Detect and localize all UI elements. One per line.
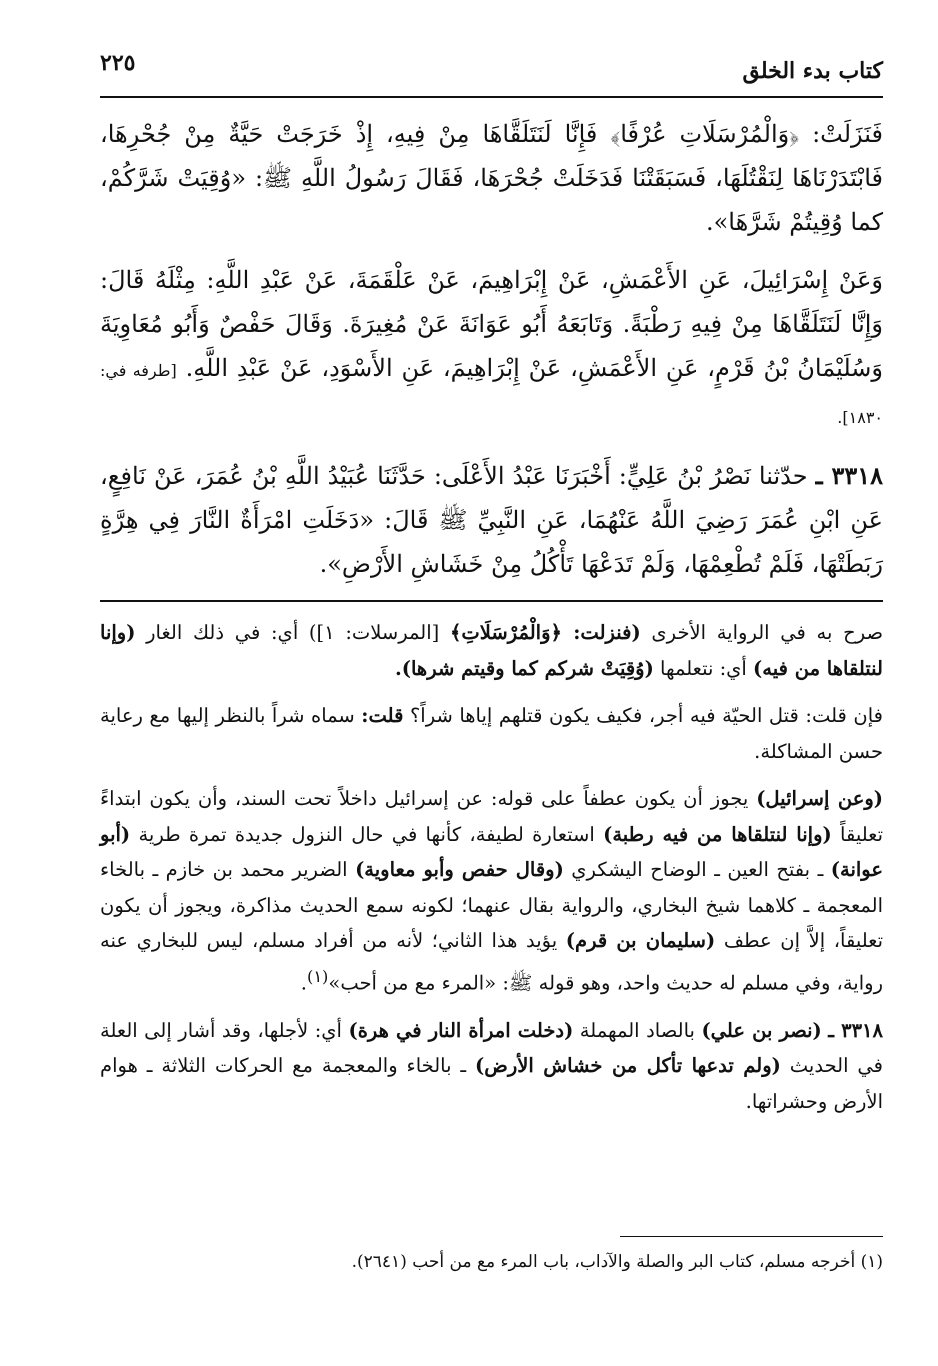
quoted-term: (نصر بن علي) [701, 1018, 822, 1042]
page-header [100, 48, 883, 98]
hadith-number: ٣٣١٨ ـ [828, 1018, 884, 1042]
commentary-text: استعارة لطيفة، كأنها في حال النزول جديدة تمرة طرية [138, 822, 595, 846]
quoted-term: (وقال حفص وأبو معاوية) [355, 858, 564, 881]
quoted-term: (دخلت امرأة النار في هرة) [348, 1018, 574, 1042]
commentary-paragraph [100, 1013, 883, 1120]
quoted-term: قلت: [361, 704, 404, 727]
quoted-term: (وإنا لنتلقاها من فيه) [100, 621, 883, 680]
footnote-marker[interactable]: (١) [306, 966, 329, 986]
quoted-term: (وإنا لنتلقاها من فيه رطبة) [603, 822, 832, 846]
hadith-paragraph [100, 258, 883, 440]
running-title: كتاب بدء الخلق [742, 58, 883, 84]
commentary-text: . [300, 971, 307, 994]
commentary-paragraph [100, 615, 883, 686]
footnote-number: (١) [860, 1252, 883, 1272]
commentary-text: [المرسلات: ١]) أي: في ذلك الغار [146, 621, 440, 644]
quoted-term: (وُقِيَتْ شركم كما وقيتم شرها). [394, 656, 654, 680]
commentary-text: يؤيد هذا الثاني؛ لأنه من أفراد مسلم، ليس للبخاري عنه رواية، وفي مسلم له حديث واحد، وهو قوله ﷺ: «المرء مع من أحب» [100, 929, 883, 994]
hadith-paragraph [100, 454, 883, 586]
commentary-text: بالصاد المهملة [579, 1018, 695, 1042]
quoted-term: (سليمان بن قرم) [565, 929, 716, 952]
footnote [100, 1248, 883, 1276]
section-divider [100, 600, 883, 602]
hadith-text [100, 112, 883, 582]
commentary-text: صرح به في الرواية الأخرى [651, 621, 884, 644]
quoted-term: (ولم تدعها تأكل من خشاش الأرض) [475, 1054, 781, 1077]
cross-reference: [طرفه في: ١٨٣٠]. [100, 361, 883, 427]
commentary-text: ـ بفتح العين ـ الوضاح اليشكري [571, 858, 824, 881]
commentary-text: أي: نتعلمها [660, 656, 747, 680]
commentary-text: فإن قلت: قتل الحيّة فيه أجر، فكيف يكون قتلهم إياها شراً؟ [409, 704, 883, 727]
hadith-number: ٣٣١٨ ـ [815, 461, 883, 490]
commentary-text: ـ بالخاء والمعجمة مع الحركات الثلاثة ـ هوام الأرض وحشراتها. [100, 1054, 883, 1113]
quoted-term: (أبو عوانة) [100, 822, 884, 881]
commentary-text: يجوز أن يكون عطفاً على قوله: عن إسرائيل داخلاً تحت السند، وأن يكون ابتداءً تعليقاً [100, 787, 883, 846]
quoted-term: (وعن إسرائيل) [756, 787, 884, 810]
hadith-paragraph [100, 112, 883, 244]
hadith-text-3: حدّثنا نَصْرُ بْنُ عَلِيٍّ: أَخْبَرَنَا عَبْدُ الأَعْلَى: حَدَّثَنَا عُبَيْدُ اللَّهِ بْنُ عُمَرَ، عَنْ نَافِعٍ، عَنِ ابْنِ عُمَرَ رَضِيَ اللَّهُ عَنْهُمَا، عَنِ النَّبِيِّ ﷺ قَالَ: «دَخَلَتِ امْرَأَةٌ النَّارَ فِي هِرَّةٍ رَبَطَتْهَا، فَلَمْ تُطْعِمْهَا، وَلَمْ تَدَعْهَا تَأْكُلُ مِنْ خَشَاشِ الأَرْضِ». [100, 462, 883, 578]
commentary-text: سماه شراً بالنظر إليها مع رعاية حسن المشاكلة. [100, 704, 883, 763]
hadith-text-2: وَعَنْ إِسْرَائِيلَ، عَنِ الأَعْمَشِ، عَنْ إِبْرَاهِيمَ، عَنْ عَلْقَمَةَ، عَنْ عَبْدِ اللَّهِ: مِثْلَهُ قَالَ: وَإِنَّا لَنَتَلَقَّاهَا مِنْ فِيهِ رَطْبَةً. وَتَابَعَهُ أَبُو عَوَانَةَ عَنْ مُغِيرَةَ. وَقَالَ حَفْصٌ وَأَبُو مُعَاوِيَةَ وَسُلَيْمَانُ بْنُ قَرْمٍ، عَنِ الأَعْمَشِ، عَنْ إِبْرَاهِيمَ، عَنِ الأَسْوَدِ، عَنْ عَبْدِ اللَّهِ. [100, 266, 883, 382]
commentary [100, 615, 883, 1215]
page-number: ٢٢٥ [100, 50, 136, 76]
commentary-text: أي: لأجلها، وقد أشار إلى العلة في الحديث [100, 1018, 883, 1077]
commentary-paragraph [100, 698, 883, 769]
commentary-paragraph [100, 781, 883, 1001]
footnote-rule [620, 1236, 883, 1237]
header-rule [100, 96, 883, 98]
hadith-text-1: فَنَزَلَتْ: ﴿وَالْمُرْسَلَاتِ عُرْفًا﴾ فَإِنَّا لَنَتَلَقَّاهَا مِنْ فِيهِ، إِذْ خَرَجَتْ حَيَّةٌ مِنْ جُحْرِهَا، فَابْتَدَرْنَاهَا لِنَقْتُلَهَا، فَسَبَقَتْنَا فَدَخَلَتْ جُحْرَهَا، فَقَالَ رَسُولُ اللَّهِ ﷺ: «وُقِيَتْ شَرَّكُمْ، كما وُقِيتُمْ شَرَّهَا». [100, 120, 883, 236]
footnote-text: أخرجه مسلم، كتاب البر والصلة والآداب، باب المرء مع من أحب (٢٦٤١). [351, 1252, 856, 1272]
quoted-term: (فنزلت: ﴿وَالْمُرْسَلَاتِ﴾ [449, 621, 641, 644]
commentary-text: الضرير محمد بن خازم ـ بالخاء المعجمة ـ كلاهما شيخ البخاري، والرواية بقال عنهما؛ لكونه سمع الحديث مذاكرة، ويجوز أن يكون تعليقاً، إلاَّ إن عطف [100, 858, 884, 952]
